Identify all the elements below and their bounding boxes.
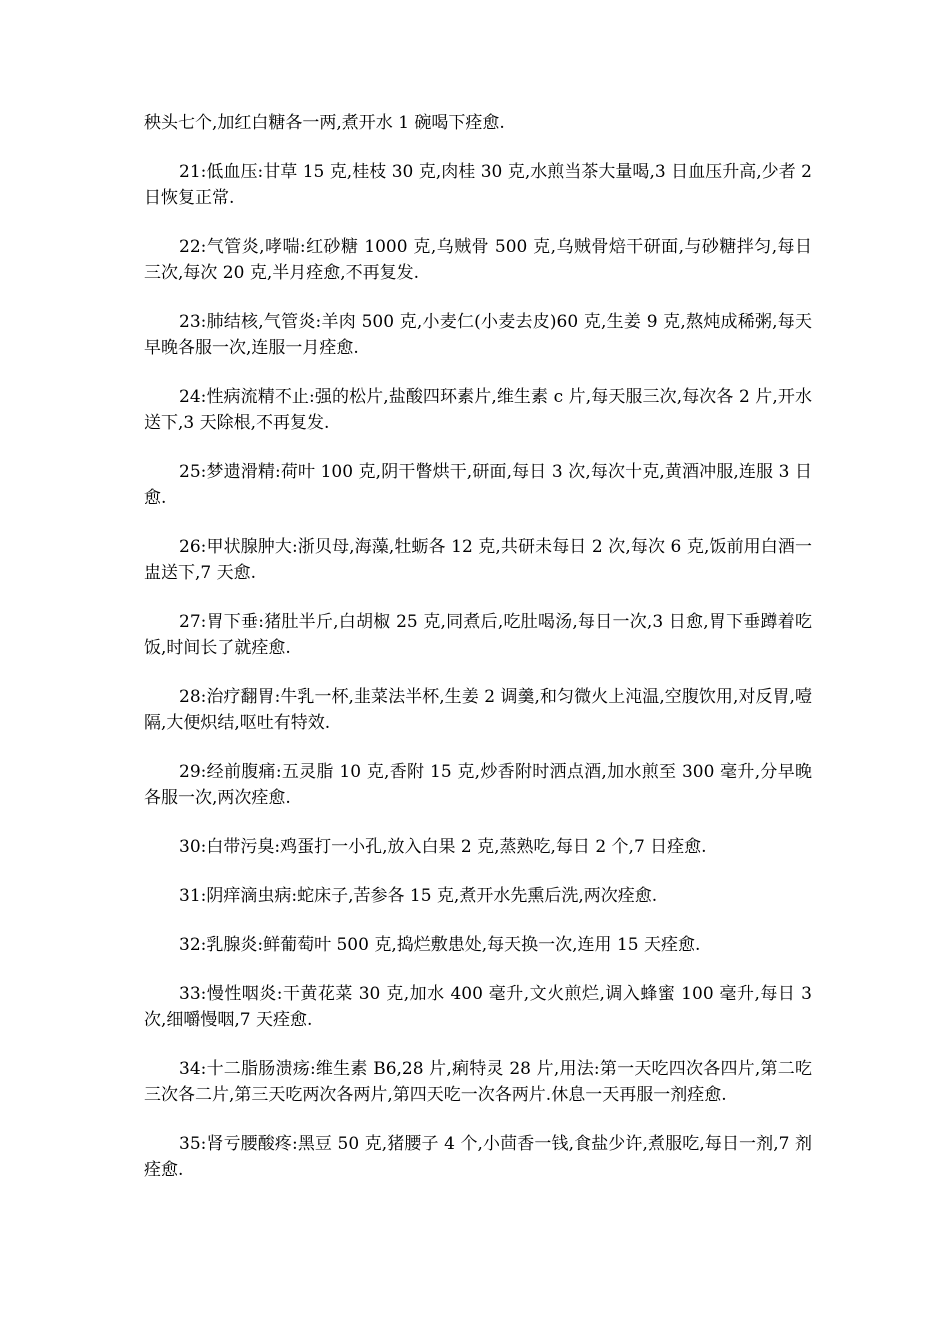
remedy-paragraph-26: 26:甲状腺肿大:浙贝母,海藻,牡蛎各 12 克,共研未每日 2 次,每次 6 克,饭前用白酒一盅送下,7 天愈. xyxy=(144,537,812,583)
remedy-paragraph-30: 30:白带污臭:鸡蛋打一小孔,放入白果 2 克,蒸熟吃,每日 2 个,7 日痊愈. xyxy=(179,837,707,857)
remedy-paragraph-31: 31:阴痒滴虫病:蛇床子,苦参各 15 克,煮开水先熏后洗,两次痊愈. xyxy=(179,886,658,906)
intro-paragraph: 秧头七个,加红白糖各一两,煮开水 1 碗喝下痊愈. xyxy=(144,113,505,133)
remedy-paragraph-25: 25:梦遗滑精:荷叶 100 克,阴干瞥烘干,研面,每日 3 次,每次十克,黄酒冲服,连服 3 日愈. xyxy=(144,462,812,508)
remedy-paragraph-23: 23:肺结核,气管炎:羊肉 500 克,小麦仁(小麦去皮)60 克,生姜 9 克,熬炖成稀粥,每天早晚各服一次,连服一月痊愈. xyxy=(144,312,812,358)
remedy-paragraph-28: 28:治疗翻胃:牛乳一杯,韭菜法半杯,生姜 2 调羹,和匀微火上沌温,空腹饮用,对反胃,噎隔,大便炽结,呕吐有特效. xyxy=(144,687,812,733)
document-page xyxy=(144,110,812,1206)
remedy-paragraph-34: 34:十二脂肠溃疡:维生素 B6,28 片,痢特灵 28 片,用法:第一天吃四次各四片,第二吃三次各二片,第三天吃两次各两片,第四天吃一次各两片.休息一天再服一剂痊愈. xyxy=(144,1059,812,1105)
remedy-paragraph-35: 35:肾亏腰酸疼:黑豆 50 克,猪腰子 4 个,小茴香一钱,食盐少许,煮服吃,每日一剂,7 剂痊愈. xyxy=(144,1134,812,1180)
remedy-paragraph-27: 27:胃下垂:猪肚半斤,白胡椒 25 克,同煮后,吃肚喝汤,每日一次,3 日愈,胃下垂蹲着吃饭,时间长了就痊愈. xyxy=(144,612,812,658)
remedy-paragraph-21: 21:低血压:甘草 15 克,桂枝 30 克,肉桂 30 克,水煎当茶大量喝,3 日血压升高,少者 2 日恢复正常. xyxy=(144,162,812,208)
remedy-paragraph-22: 22:气管炎,哮喘:红砂糖 1000 克,乌贼骨 500 克,乌贼骨焙干研面,与砂糖拌匀,每日三次,每次 20 克,半月痊愈,不再复发. xyxy=(144,237,812,283)
remedy-paragraph-24: 24:性病流精不止:强的松片,盐酸四环素片,维生素 c 片,每天服三次,每次各 2 片,开水送下,3 天除根,不再复发. xyxy=(144,387,812,433)
remedy-paragraph-33: 33:慢性咽炎:干黄花菜 30 克,加水 400 毫升,文火煎烂,调入蜂蜜 100 毫升,每日 3 次,细嚼慢咽,7 天痊愈. xyxy=(144,984,812,1030)
remedy-paragraph-29: 29:经前腹痛:五灵脂 10 克,香附 15 克,炒香附时洒点酒,加水煎至 300 毫升,分早晚各服一次,两次痊愈. xyxy=(144,762,812,808)
remedy-paragraph-32: 32:乳腺炎:鲜葡萄叶 500 克,捣烂敷患处,每天换一次,连用 15 天痊愈. xyxy=(179,935,701,955)
